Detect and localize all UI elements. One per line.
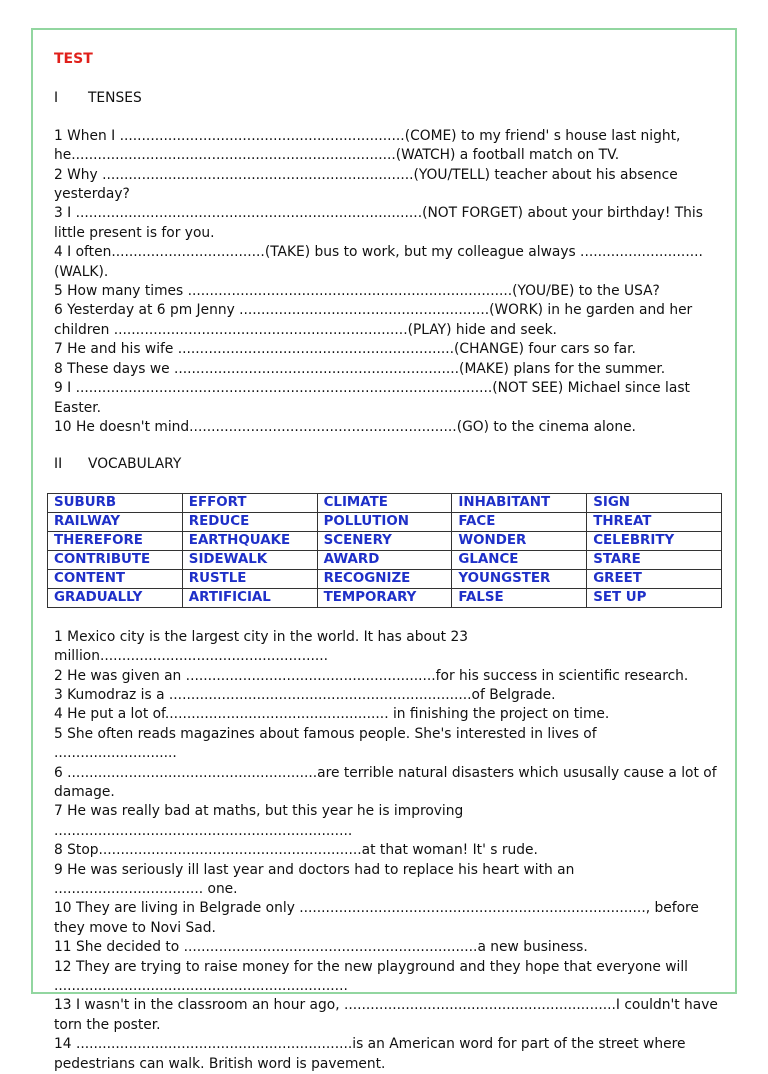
worksheet bbox=[54, 50, 722, 1074]
exercise-item: 8 These days we .................................................................(MAKE) plans for the summer. bbox=[54, 360, 666, 377]
exercise-item: 1 When I .................................................................(COME) to my friend' s house last night, he..........................................................................(WATCH) a football match on TV. bbox=[54, 127, 681, 164]
vocabulary-exercise-list bbox=[54, 628, 722, 1074]
page-title: TEST bbox=[54, 51, 93, 67]
word-cell: STARE bbox=[587, 550, 722, 569]
section-vocabulary-heading bbox=[54, 455, 722, 474]
section-tenses-heading bbox=[54, 89, 722, 108]
exercise-item: 7 He was really bad at maths, but this year he is improving .................................................................... bbox=[54, 803, 464, 839]
word-cell: ARTIFICIAL bbox=[182, 588, 317, 607]
word-cell: AWARD bbox=[317, 550, 452, 569]
table-row bbox=[48, 588, 722, 607]
word-cell: WONDER bbox=[452, 531, 587, 550]
word-cell: YOUNGSTER bbox=[452, 569, 587, 588]
word-cell: CONTENT bbox=[48, 569, 183, 588]
exercise-item: 9 He was seriously ill last year and doctors had to replace his heart with an .................................. one. bbox=[54, 861, 575, 897]
exercise-item: 5 How many times ..........................................................................(YOU/BE) to the USA? bbox=[54, 283, 660, 300]
word-cell: RUSTLE bbox=[182, 569, 317, 588]
word-cell: SIDEWALK bbox=[182, 550, 317, 569]
vocabulary-table bbox=[47, 493, 722, 608]
exercise-item: 3 Kumodraz is a .....................................................................of Belgrade. bbox=[54, 686, 556, 703]
section-numeral: II bbox=[54, 456, 63, 473]
exercise-item: 3 I ...............................................................................(NOT FORGET) about your birthday! This little present is for you. bbox=[54, 205, 703, 241]
exercise-item: 5 She often reads magazines about famous people. She's interested in lives of ............................ bbox=[54, 725, 597, 762]
word-cell: CELEBRITY bbox=[587, 531, 722, 550]
exercise-item: 4 I often...................................(TAKE) bus to work, but my colleague always ............................(WALK). bbox=[54, 244, 703, 280]
exercise-item: 2 He was given an .........................................................for his success in scientific research. bbox=[54, 667, 689, 684]
table-row bbox=[48, 550, 722, 569]
word-cell: RAILWAY bbox=[48, 512, 183, 531]
word-cell: GLANCE bbox=[452, 550, 587, 569]
exercise-item: 14 ...............................................................is an American word for part of the street where pedestrians can walk. British word is pavement. bbox=[54, 1036, 686, 1072]
word-cell: SET UP bbox=[587, 588, 722, 607]
word-cell: SUBURB bbox=[48, 493, 183, 512]
section-title: TENSES bbox=[88, 90, 142, 107]
word-cell: SCENERY bbox=[317, 531, 452, 550]
word-cell: CLIMATE bbox=[317, 493, 452, 512]
word-cell: THREAT bbox=[587, 512, 722, 531]
word-cell: TEMPORARY bbox=[317, 588, 452, 607]
word-cell: INHABITANT bbox=[452, 493, 587, 512]
tenses-exercise-list bbox=[54, 127, 722, 438]
word-cell: REDUCE bbox=[182, 512, 317, 531]
exercise-item: 11 She decided to ...................................................................a new business. bbox=[54, 939, 588, 956]
section-numeral: I bbox=[54, 90, 59, 107]
word-cell: GRADUALLY bbox=[48, 588, 183, 607]
exercise-item: 10 He doesn't mind.............................................................(GO) to the cinema alone. bbox=[54, 418, 636, 435]
section-title: VOCABULARY bbox=[88, 456, 182, 473]
exercise-item: 6 Yesterday at 6 pm Jenny .........................................................(WORK) in he garden and her children ...................................................................(PLAY) hide and seek. bbox=[54, 302, 693, 338]
table-row bbox=[48, 493, 722, 512]
exercise-item: 8 Stop............................................................at that woman! It' s rude. bbox=[54, 842, 538, 859]
word-cell: EFFORT bbox=[182, 493, 317, 512]
exercise-item: 6 .........................................................are terrible natural disasters which ususally cause a lot of damage. bbox=[54, 764, 717, 800]
exercise-item: 9 I ...............................................................................................(NOT SEE) Michael since last Easter. bbox=[54, 380, 690, 416]
exercise-item: 2 Why .......................................................................(YOU/TELL) teacher about his absence yesterday? bbox=[54, 166, 678, 203]
word-cell: FACE bbox=[452, 512, 587, 531]
table-row bbox=[48, 569, 722, 588]
table-row bbox=[48, 512, 722, 531]
exercise-item: 12 They are trying to raise money for the new playground and they hope that everyone will ................................................................... bbox=[54, 958, 689, 995]
exercise-item: 10 They are living in Belgrade only ..............................................................................., before they move to Novi Sad. bbox=[54, 900, 699, 936]
word-cell: THEREFORE bbox=[48, 531, 183, 550]
word-cell: CONTRIBUTE bbox=[48, 550, 183, 569]
exercise-item: 7 He and his wife ...............................................................(CHANGE) four cars so far. bbox=[54, 341, 636, 358]
exercise-item: 1 Mexico city is the largest city in the world. It has about 23 million.................................................... bbox=[54, 628, 469, 665]
word-cell: RECOGNIZE bbox=[317, 569, 452, 588]
word-cell: EARTHQUAKE bbox=[182, 531, 317, 550]
exercise-item: 4 He put a lot of................................................... in finishing the project on time. bbox=[54, 706, 610, 723]
word-cell: FALSE bbox=[452, 588, 587, 607]
table-row bbox=[48, 531, 722, 550]
exercise-item: 13 I wasn't in the classroom an hour ago, ..............................................................I couldn't have torn the poster. bbox=[54, 997, 718, 1033]
word-cell: POLLUTION bbox=[317, 512, 452, 531]
word-cell: SIGN bbox=[587, 493, 722, 512]
word-cell: GREET bbox=[587, 569, 722, 588]
